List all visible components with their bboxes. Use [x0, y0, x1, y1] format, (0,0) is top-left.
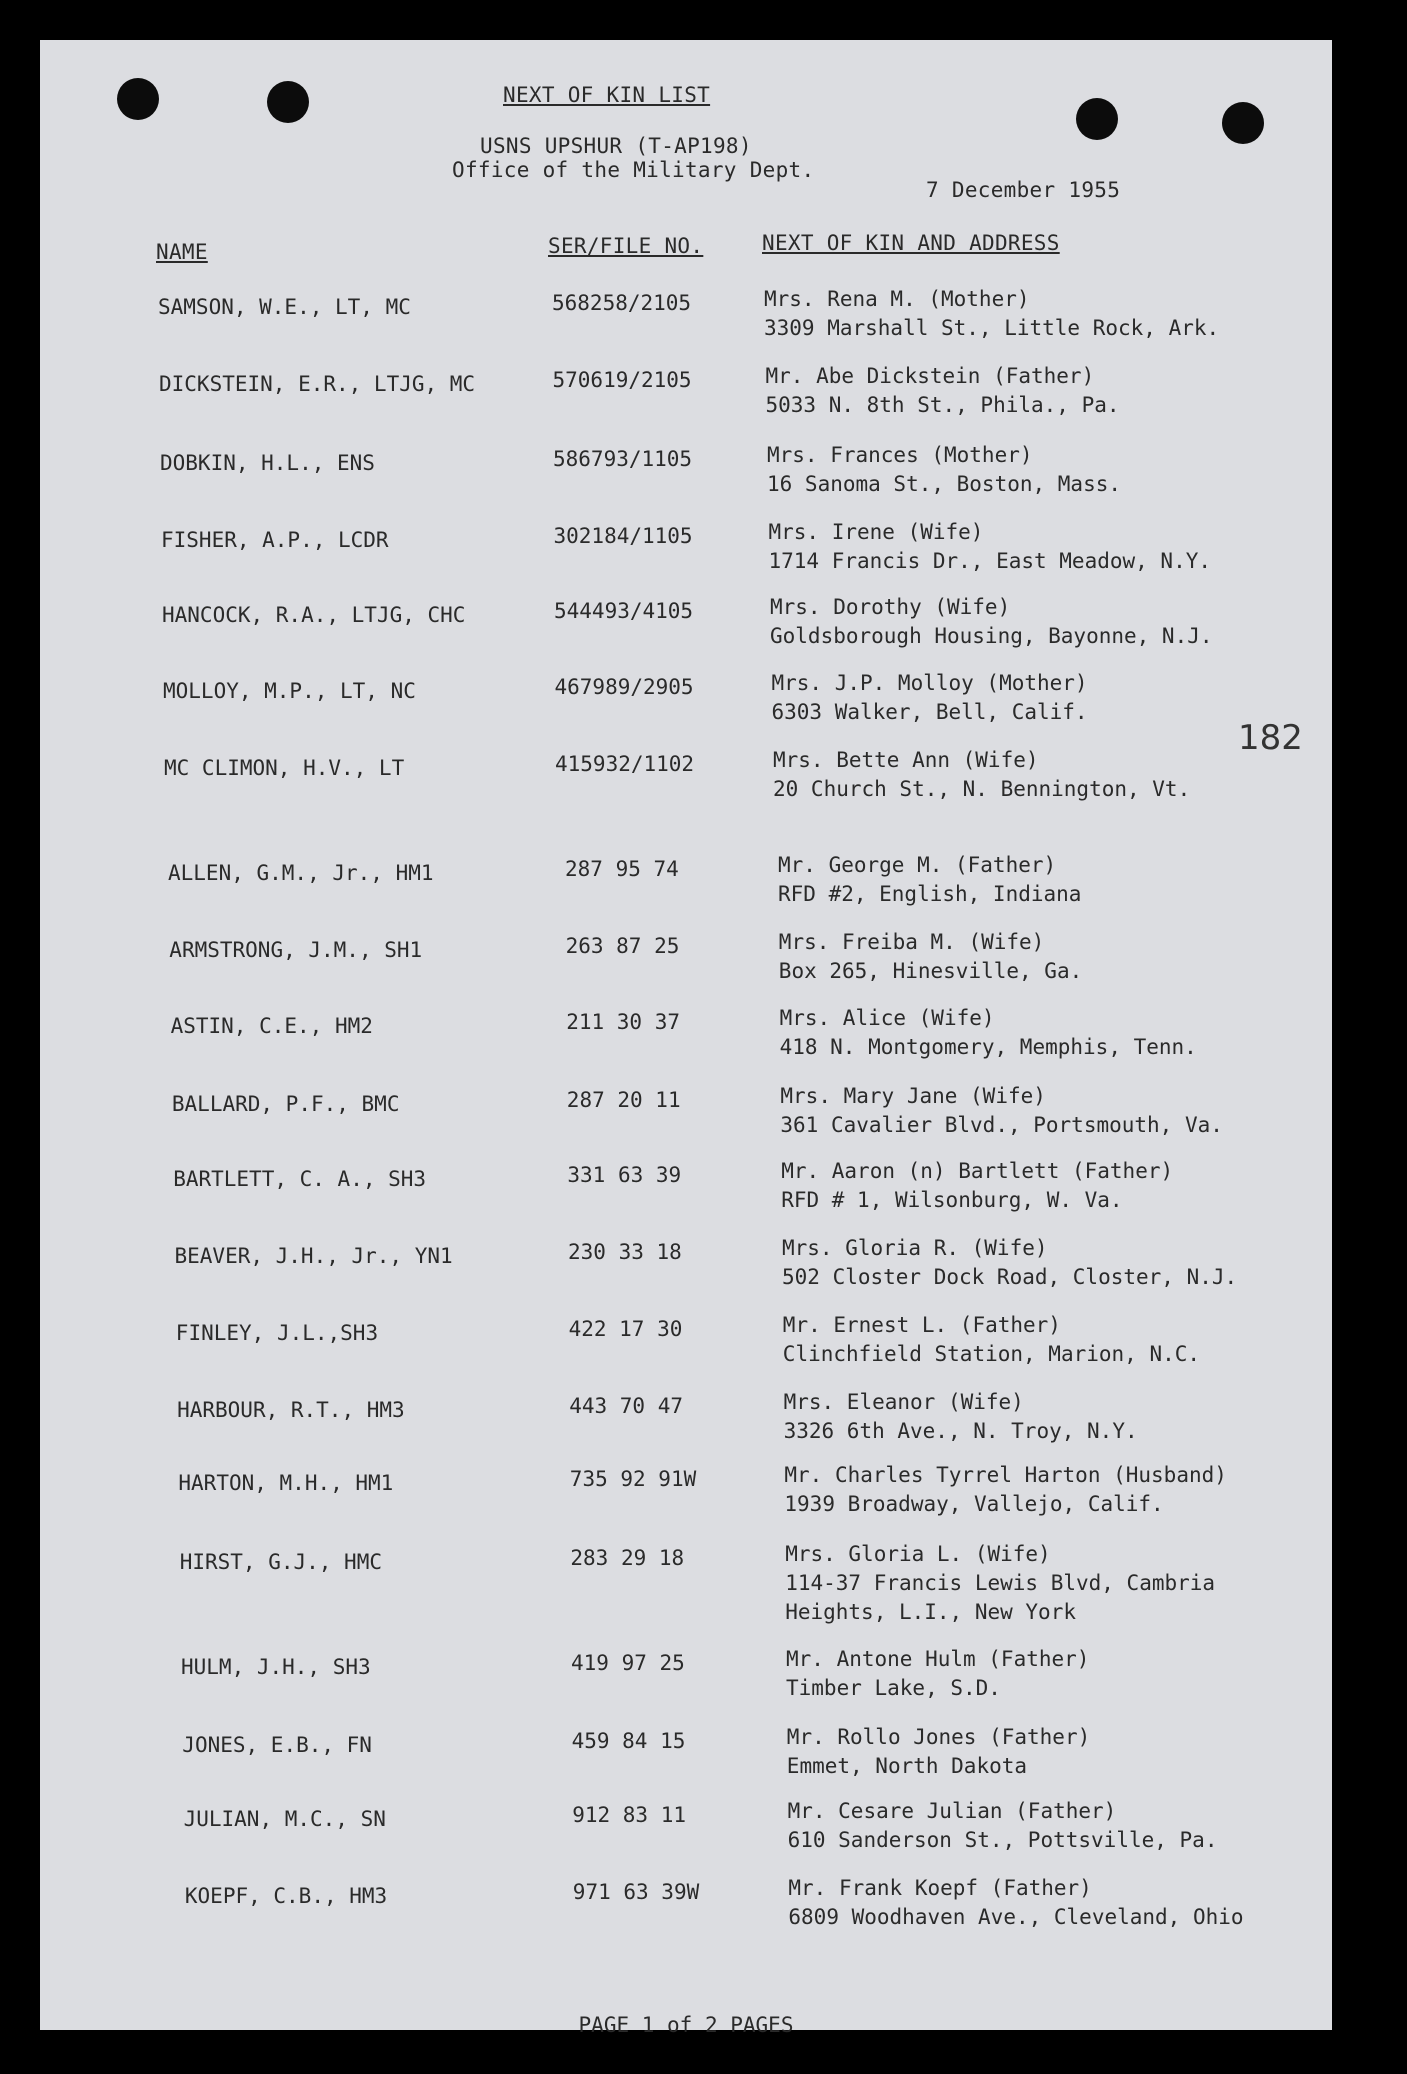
list-item — [40, 1311, 1332, 1371]
address-line: Mr. Antone Hulm (Father) — [786, 1647, 1090, 1671]
service-number: 568258/2105 — [552, 291, 692, 315]
person-name: MC CLIMON, H.V., LT — [164, 756, 405, 780]
list-item — [40, 1874, 1332, 1934]
service-number: 283 29 18 — [570, 1546, 685, 1570]
address-line: Mrs. Gloria L. (Wife) — [785, 1542, 1051, 1566]
next-of-kin-address — [764, 285, 1219, 343]
next-of-kin-address — [779, 928, 1082, 986]
address-line: 1939 Broadway, Vallejo, Calif. — [784, 1492, 1164, 1516]
address-line: Mrs. Gloria R. (Wife) — [782, 1236, 1048, 1260]
column-header-nok: NEXT OF KIN AND ADDRESS — [762, 231, 1060, 255]
next-of-kin-address — [784, 1388, 1138, 1446]
person-name: FISHER, A.P., LCDR — [161, 528, 389, 552]
punch-hole — [1076, 98, 1118, 140]
next-of-kin-address — [787, 1723, 1090, 1781]
person-name: JULIAN, M.C., SN — [183, 1807, 386, 1831]
address-line: Mrs. J.P. Molloy (Mother) — [771, 671, 1088, 695]
address-line: Mrs. Eleanor (Wife) — [783, 1390, 1024, 1414]
person-name: MOLLOY, M.P., LT, NC — [163, 679, 416, 703]
column-header-ser: SER/FILE NO. — [548, 234, 704, 258]
service-number: 459 84 15 — [571, 1729, 686, 1753]
address-line: 20 Church St., N. Bennington, Vt. — [773, 777, 1191, 801]
list-item — [40, 1540, 1332, 1624]
address-line: 361 Cavalier Blvd., Portsmouth, Va. — [780, 1113, 1223, 1137]
person-name: BALLARD, P.F., BMC — [171, 1092, 400, 1116]
address-line: 418 N. Montgomery, Memphis, Tenn. — [779, 1035, 1197, 1059]
person-name: JONES, E.B., FN — [182, 1733, 372, 1757]
address-line: 3309 Marshall St., Little Rock, Ark. — [764, 316, 1220, 340]
ship-name: USNS UPSHUR (T-AP198) — [480, 134, 752, 158]
address-line: Mrs. Irene (Wife) — [768, 520, 984, 544]
list-item — [40, 928, 1332, 988]
address-line: 502 Closter Dock Road, Closter, N.J. — [782, 1265, 1238, 1289]
next-of-kin-address — [786, 1645, 1089, 1703]
service-number: 422 17 30 — [568, 1317, 683, 1341]
address-line: 610 Sanderson St., Pottsville, Pa. — [787, 1828, 1218, 1852]
next-of-kin-address — [767, 441, 1121, 499]
service-number: 287 20 11 — [566, 1088, 681, 1112]
document-title: NEXT OF KIN LIST — [503, 83, 711, 107]
address-line: Box 265, Hinesville, Ga. — [778, 959, 1083, 983]
address-line: Goldsborough Housing, Bayonne, N.J. — [770, 624, 1213, 648]
service-number: 331 63 39 — [567, 1163, 682, 1187]
list-item — [40, 669, 1332, 729]
address-line: Mr. Aaron (n) Bartlett (Father) — [781, 1159, 1174, 1183]
address-line: Mr. George M. (Father) — [778, 853, 1057, 877]
service-number: 443 70 47 — [569, 1394, 683, 1418]
service-number: 287 95 74 — [565, 857, 679, 881]
next-of-kin-address — [773, 746, 1190, 804]
person-name: HARBOUR, R.T., HM3 — [177, 1398, 405, 1422]
address-line: Mr. Frank Koepf (Father) — [788, 1876, 1092, 1900]
list-item — [40, 1645, 1332, 1705]
list-item — [40, 1004, 1332, 1064]
list-item — [40, 746, 1332, 806]
next-of-kin-address — [772, 669, 1088, 727]
address-line: 16 Sanoma St., Boston, Mass. — [767, 472, 1122, 496]
list-item — [40, 285, 1332, 345]
next-of-kin-address — [780, 1004, 1197, 1062]
address-line: 114-37 Francis Lewis Blvd, Cambria — [785, 1571, 1216, 1595]
list-item — [40, 851, 1332, 911]
list-item — [40, 1461, 1332, 1521]
address-line: Emmet, North Dakota — [786, 1754, 1028, 1778]
address-line: Timber Lake, S.D. — [786, 1676, 1001, 1700]
next-of-kin-address — [784, 1461, 1227, 1519]
page-footer: PAGE 1 of 2 PAGES — [578, 2013, 794, 2037]
service-number: 544493/4105 — [554, 599, 694, 623]
service-number: 570619/2105 — [552, 368, 692, 392]
address-line: RFD # 1, Wilsonburg, W. Va. — [781, 1188, 1123, 1212]
service-number: 971 63 39W — [572, 1880, 700, 1904]
punch-hole — [267, 81, 309, 123]
service-number: 467989/2905 — [554, 675, 694, 699]
address-line: RFD #2, English, Indiana — [778, 882, 1082, 906]
office-name: Office of the Military Dept. — [452, 158, 815, 182]
list-item — [40, 441, 1332, 501]
list-item — [40, 518, 1332, 578]
address-line: 5033 N. 8th St., Phila., Pa. — [765, 393, 1120, 417]
service-number: 912 83 11 — [572, 1803, 686, 1827]
page-annotation: 182 — [1238, 718, 1303, 758]
list-item — [40, 1797, 1332, 1857]
list-item — [40, 593, 1332, 653]
person-name: BEAVER, J.H., Jr., YN1 — [174, 1244, 453, 1268]
address-line: Mr. Cesare Julian (Father) — [787, 1799, 1117, 1823]
list-item — [40, 1388, 1332, 1448]
address-line: Mrs. Rena M. (Mother) — [764, 287, 1030, 311]
service-number: 263 87 25 — [565, 934, 680, 958]
address-line: 1714 Francis Dr., East Meadow, N.Y. — [768, 549, 1212, 573]
address-line: Mrs. Alice (Wife) — [779, 1006, 995, 1030]
next-of-kin-address — [780, 1082, 1223, 1140]
person-name: ALLEN, G.M., Jr., HM1 — [168, 861, 434, 885]
list-item — [40, 1082, 1332, 1142]
address-line: Mrs. Mary Jane (Wife) — [780, 1084, 1046, 1108]
next-of-kin-address — [766, 362, 1120, 420]
person-name: FINLEY, J.L.,SH3 — [175, 1321, 379, 1345]
punch-hole — [117, 78, 159, 120]
next-of-kin-address — [778, 851, 1081, 909]
next-of-kin-address — [782, 1234, 1237, 1292]
punch-hole — [1222, 102, 1264, 144]
address-line: Mr. Rollo Jones (Father) — [786, 1725, 1091, 1749]
address-line: Mrs. Bette Ann (Wife) — [773, 748, 1039, 772]
document-date: 7 December 1955 — [926, 178, 1121, 202]
service-number: 735 92 91W — [569, 1467, 697, 1491]
service-number: 302184/1105 — [553, 524, 693, 548]
person-name: KOEPF, C.B., HM3 — [184, 1884, 388, 1908]
column-header-name: NAME — [156, 240, 208, 264]
service-number: 230 33 18 — [568, 1240, 682, 1264]
next-of-kin-address — [788, 1874, 1243, 1932]
address-line: Clinchfield Station, Marion, N.C. — [782, 1342, 1201, 1366]
service-number: 415932/1102 — [555, 752, 695, 776]
service-number: 211 30 37 — [566, 1010, 680, 1034]
address-line: 3326 6th Ave., N. Troy, N.Y. — [783, 1419, 1138, 1443]
person-name: DICKSTEIN, E.R., LTJG, MC — [159, 372, 476, 396]
person-name: HANCOCK, R.A., LTJG, CHC — [162, 603, 466, 627]
address-line: Mr. Charles Tyrrel Harton (Husband) — [784, 1463, 1227, 1487]
list-item — [40, 1723, 1332, 1783]
address-line: 6303 Walker, Bell, Calif. — [771, 700, 1088, 724]
person-name: HARTON, M.H., HM1 — [178, 1471, 394, 1495]
next-of-kin-address — [770, 593, 1213, 651]
address-line: Mrs. Frances (Mother) — [767, 443, 1033, 467]
address-line: Mrs. Freiba M. (Wife) — [778, 930, 1045, 954]
address-line: Mr. Abe Dickstein (Father) — [765, 364, 1095, 388]
address-line: Mrs. Dorothy (Wife) — [770, 595, 1011, 619]
service-number: 419 97 25 — [571, 1651, 685, 1675]
address-line: Heights, L.I., New York — [785, 1600, 1076, 1624]
person-name: DOBKIN, H.L., ENS — [160, 451, 375, 475]
person-name: BARTLETT, C. A., SH3 — [173, 1167, 427, 1191]
list-item — [40, 1157, 1332, 1217]
list-item — [40, 362, 1332, 422]
person-name: HIRST, G.J., HMC — [179, 1550, 382, 1574]
next-of-kin-address — [788, 1797, 1218, 1855]
document-page — [40, 40, 1332, 2037]
service-number: 586793/1105 — [553, 447, 693, 471]
person-name: ARMSTRONG, J.M., SH1 — [169, 938, 423, 962]
list-item — [40, 1234, 1332, 1294]
address-line: 6809 Woodhaven Ave., Cleveland, Ohio — [788, 1905, 1244, 1929]
person-name: SAMSON, W.E., LT, MC — [158, 295, 411, 319]
next-of-kin-address — [785, 1540, 1215, 1627]
person-name: ASTIN, C.E., HM2 — [170, 1014, 373, 1038]
next-of-kin-address — [783, 1311, 1200, 1369]
next-of-kin-address — [781, 1157, 1173, 1215]
address-line: Mr. Ernest L. (Father) — [782, 1313, 1061, 1337]
next-of-kin-address — [769, 518, 1212, 576]
person-name: HULM, J.H., SH3 — [181, 1655, 371, 1679]
